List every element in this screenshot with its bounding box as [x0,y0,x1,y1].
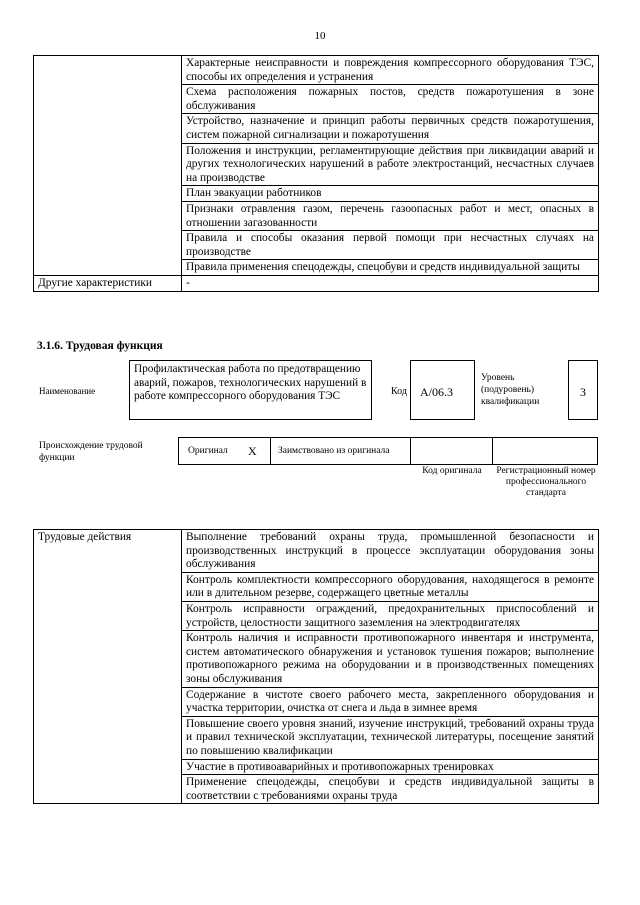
section-title: 3.1.6. Трудовая функция [37,340,163,352]
reg-number-caption: Регистрационный номер профессионального стандарта [496,466,596,498]
original-mark: X [248,444,257,458]
page-number: 10 [314,30,326,42]
labor-action-item: Содержание в чистоте своего рабочего места, закрепленного оборудования и участка территории, очистка от снега и льда в зимнее время [182,687,599,716]
knowledge-item: Схема расположения пожарных постов, средств пожаротушения в зоне обслуживания [182,85,599,114]
origin-divider [270,437,271,465]
knowledge-item: Характерные неисправности и повреждения компрессорного оборудования ТЭС, способы их определения и устранения [182,56,599,85]
labor-action-item: Участие в противоаварийных и противопожарных тренировках [182,759,599,775]
name-label: Наименование [39,386,96,396]
labor-actions-table [33,529,599,804]
labor-action-item: Применение спецодежды, спецобуви и средств индивидуальной защиты в соответствии с требованиями охраны труда [182,775,599,804]
other-characteristics-label: Другие характеристики [34,275,182,291]
knowledge-item: Правила и способы оказания первой помощи при несчастных случаях на производстве [182,231,599,260]
knowledge-item: Правила применения спецодежды, спецобуви и средств индивидуальной защиты [182,260,599,276]
labor-actions-label: Трудовые действия [34,530,182,804]
origin-label: Происхождение трудовой функции [39,441,143,463]
labor-action-item: Контроль комплектности компрессорного оборудования, находящегося в ремонте или в длительном резерве, содержащего цветные металлы [182,572,599,601]
labor-action-item: Контроль исправности ограждений, предохранительных приспособлений и устройств, целостности защитного заземления на электродвигателях [182,601,599,630]
origin-divider [410,437,411,465]
knowledge-table [33,55,599,292]
level-value-box: 3 [568,360,598,420]
function-name-box: Профилактическая работа по предотвращению аварий, пожаров, технологических нарушений в работе компрессорного оборудования ТЭС [129,360,372,420]
labor-action-item: Контроль наличия и исправности противопожарного инвентаря и инструмента, систем автоматического обнаружения и установок тушения пожаров; выполнение противопожарного режима на оборудовании и в производственных помещениях зоны обслуживания [182,631,599,687]
origin-divider [492,437,493,465]
knowledge-item: Устройство, назначение и принцип работы первичных средств пожаротушения, систем пожарной сигнализации и пожаротушения [182,114,599,143]
function-code-box: А/06.3 [410,360,475,420]
code-original-caption: Код оригинала [422,466,482,476]
code-label: Код [391,386,407,397]
knowledge-item: Положения и инструкции, регламентирующие действия при ликвидации аварий и других технологических нарушений в работе электростанций, несчастных случаев на производстве [182,143,599,186]
knowledge-item: Признаки отравления газом, перечень газоопасных работ и мест, опасных в отношении загазованности [182,201,599,230]
other-characteristics-value: - [182,275,599,291]
labor-action-item: Выполнение требований охраны труда, промышленной безопасности и производственных инструкций в процессе эксплуатации оборудования зоны обслуживания [182,530,599,573]
level-label: Уровень (подуровень) квалификации [481,373,540,407]
labor-action-item: Повышение своего уровня знаний, изучение инструкций, требований охраны труда и правил технической эксплуатации, технической литературы, посещение занятий по повышению квалификации [182,716,599,759]
knowledge-item: План эвакуации работников [182,186,599,202]
borrowed-label: Заимствовано из оригинала [278,446,390,456]
original-label: Оригинал [188,446,228,456]
origin-row-box [178,437,598,465]
knowledge-left-cell [34,56,182,276]
